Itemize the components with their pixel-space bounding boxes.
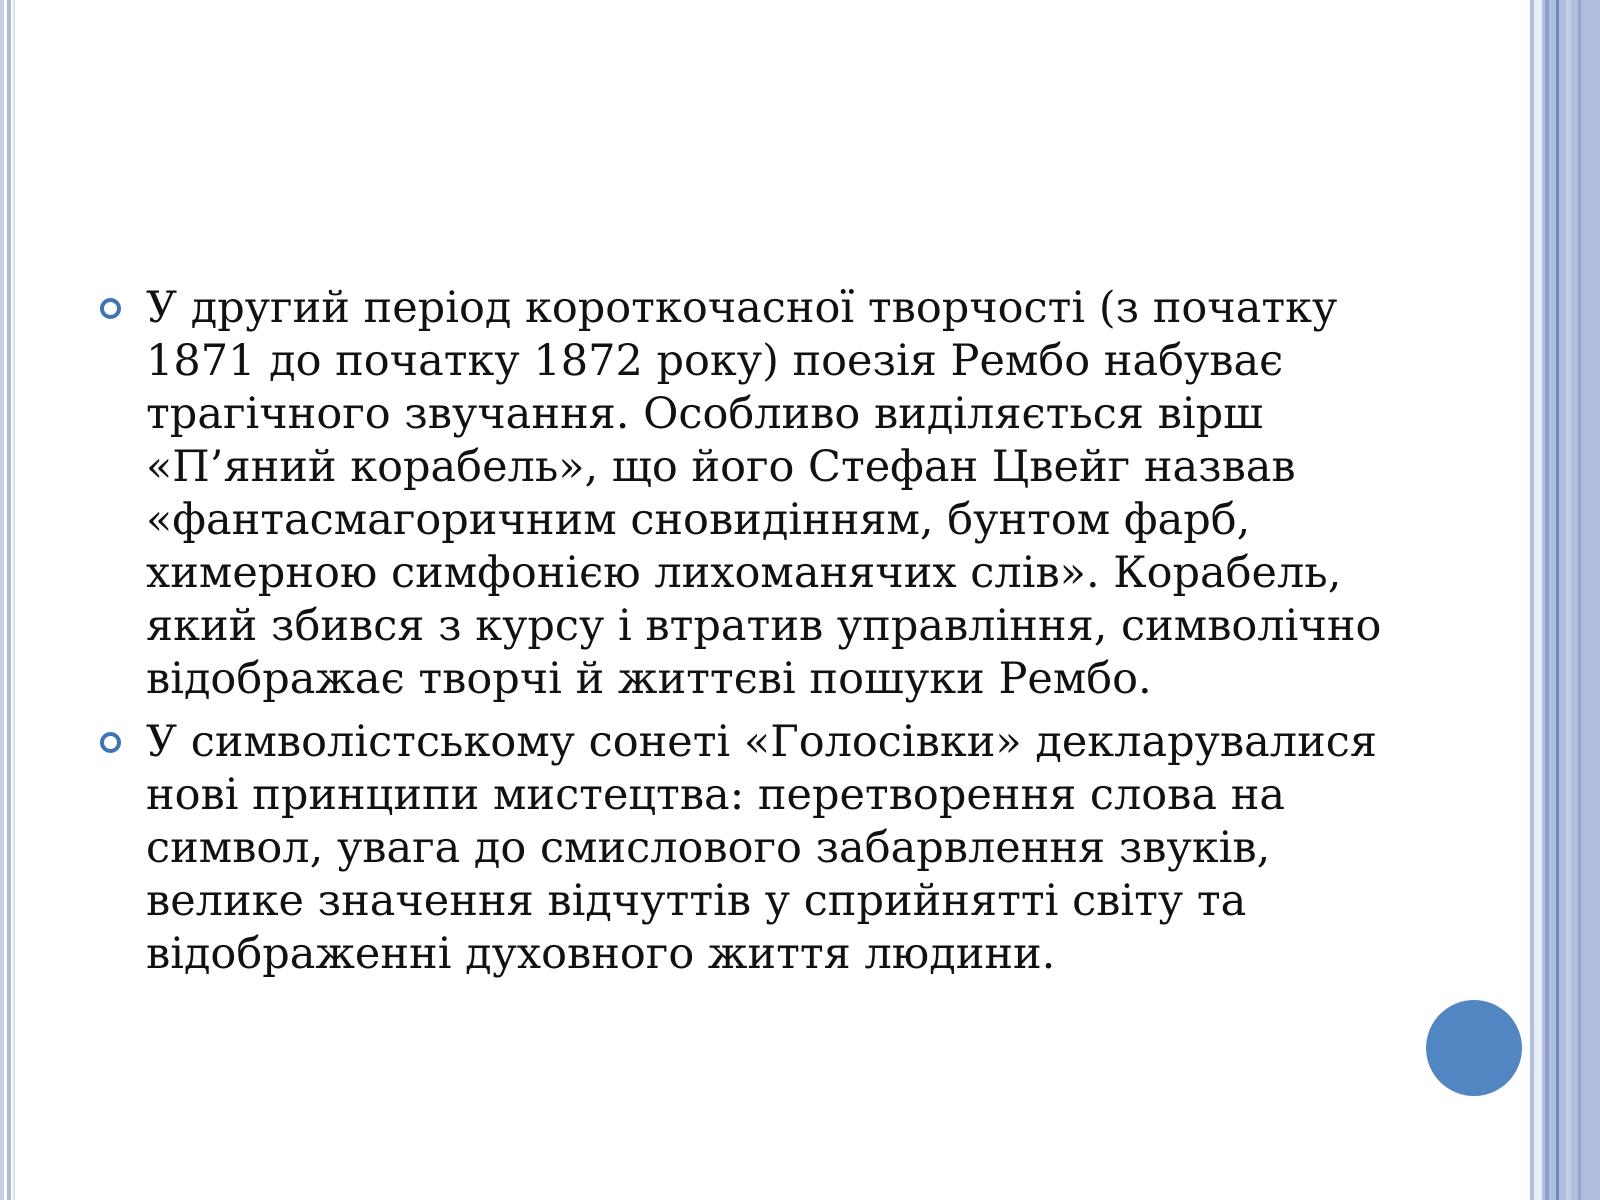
bullet-text: У символістському сонеті «Голосівки» декларувалися нові принципи мистецтва: перетворення слова на символ, увага до смислового забарвлення звуків, велике значення відчуттів у сприйнятті світу та відображенні духовного життя людини. [146, 717, 1377, 979]
right-border-line [1556, 0, 1559, 1200]
left-border-line [0, 0, 4, 1200]
slide-body [100, 282, 1400, 991]
bullet-text: У другий період короткочасної творчості (з початку 1871 до початку 1872 року) поезія Рембо набуває трагічного звучання. Особливо виділяється вірш «П’яний корабель», що його Стефан Цвейг назвав «фантасмагоричним сновидінням, бунтом фарб, химерною симфонією лихоманячих слів». Корабель, який збився з курсу і втратив управління, символічно відображає творчі й життєві пошуки Рембо. [146, 283, 1382, 704]
bullet-item [100, 716, 1400, 981]
bullet-circle-icon [100, 298, 121, 319]
bullet-item [100, 282, 1400, 706]
left-border-line [13, 0, 15, 1200]
left-border-line [7, 0, 11, 1200]
right-border-line [1578, 0, 1581, 1200]
bullet-circle-icon [100, 732, 121, 753]
right-border-line [1545, 0, 1549, 1200]
decorative-circle-icon [1426, 1000, 1522, 1096]
right-border-line [1534, 0, 1542, 1200]
right-border-line [1566, 0, 1571, 1200]
